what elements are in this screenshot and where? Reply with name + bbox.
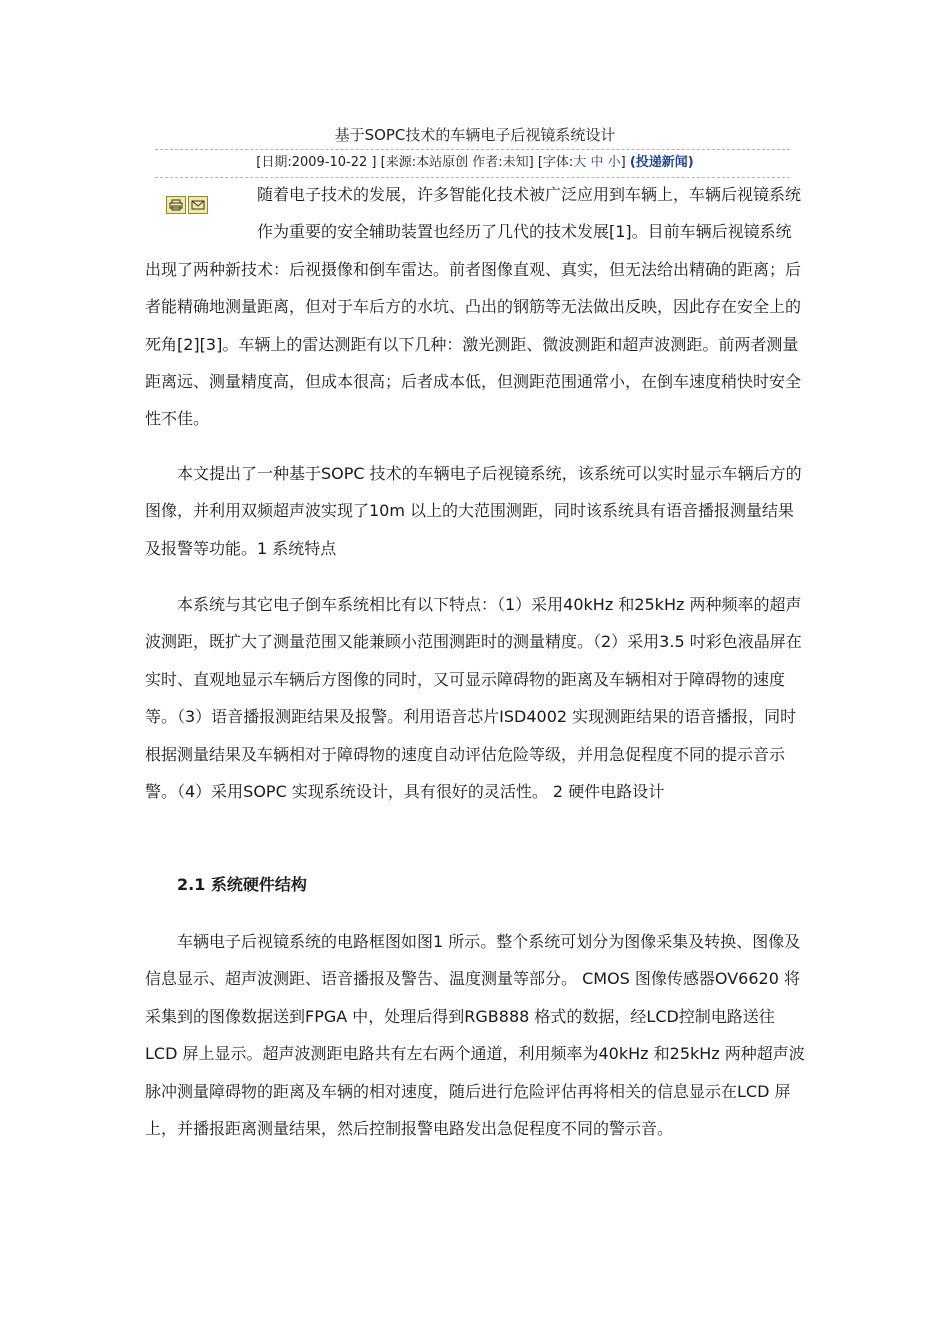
- font-size-large-link[interactable]: 大: [573, 155, 587, 170]
- paragraph-1: 随着电子技术的发展，许多智能化技术被广泛应用到车辆上，车辆后视镜系统作为重要的安全辅助装置也经历了几代的技术发展[1]。目前车辆后视镜系统出现了两种新技术：后视摄像和倒车雷达。前者图像直观、真实，但无法给出精确的距离；后者能精确地测量距离，但对于车后方的水坑、凸出的钢筋等无法做出反映，因此存在安全上的死角[2][3]。车辆上的雷达测距有以下几种：激光测距、微波测距和超声波测距。前两者测量距离远、测量精度高，但成本很高；后者成本低，但测距范围通常小，在倒车速度稍快时安全性不佳。: [145, 185, 802, 429]
- paragraph-2: 本文提出了一种基于SOPC 技术的车辆电子后视镜系统，该系统可以实时显示车辆后方的图像，并利用双频超声波实现了10m 以上的大范围测距，同时该系统具有语音播报测量结果及报警等功能。1 系统特点: [145, 464, 802, 558]
- font-size-label: [字体:: [537, 155, 574, 170]
- article-title: 基于SOPC技术的车辆电子后视镜系统设计: [334, 126, 616, 144]
- font-size-small-link[interactable]: 小: [607, 155, 621, 170]
- font-size-medium-link[interactable]: 中: [590, 155, 604, 170]
- meta-date: [日期:2009-10-22 ]: [256, 155, 377, 170]
- font-size-selector: [538, 155, 626, 170]
- section-heading: 2.1 系统硬件结构: [177, 875, 307, 894]
- paragraph-4: 车辆电子后视镜系统的电路框图如图1 所示。整个系统可划分为图像采集及转换、图像及信息显示、超声波测距、语音播报及警告、温度测量等部分。 CMOS 图像传感器OV6620 将采集到的图像数据送到FPGA 中，处理后得到RGB888 格式的数据，经LCD控制电路送往LCD 屏上显示。超声波测距电路共有左右两个通道，利用频率为40kHz 和25kHz 两种超声波脉冲测量障碍物的距离及车辆的相对速度，随后进行危险评估再将相关的信息显示在LCD 屏上，并播报距离测量结果，然后控制报警电路发出急促程度不同的警示音。: [145, 932, 805, 1139]
- font-size-close: ]: [620, 155, 626, 170]
- paragraph-3: 本系统与其它电子倒车系统相比有以下特点：（1）采用40kHz 和25kHz 两种频率的超声波测距，既扩大了测量范围又能兼顾小范围测距时的测量精度。（2）采用3.5 吋彩色液晶屏在实时、直观地显示车辆后方图像的同时，又可显示障碍物的距离及车辆相对于障碍物的速度等。（3）语音播报测距结果及报警。利用语音芯片ISD4002 实现测距结果的语音播报，同时根据测量结果及车辆相对于障碍物的速度自动评估危险等级，并用急促程度不同的提示音示警。（4）采用SOPC 实现系统设计，具有很好的灵活性。 2 硬件电路设计: [145, 595, 802, 802]
- meta-source: [来源:本站原创 作者:未知]: [380, 155, 534, 170]
- article-meta: [0, 153, 950, 173]
- submit-news-link[interactable]: (投递新闻): [629, 155, 694, 170]
- title-divider: [155, 149, 790, 150]
